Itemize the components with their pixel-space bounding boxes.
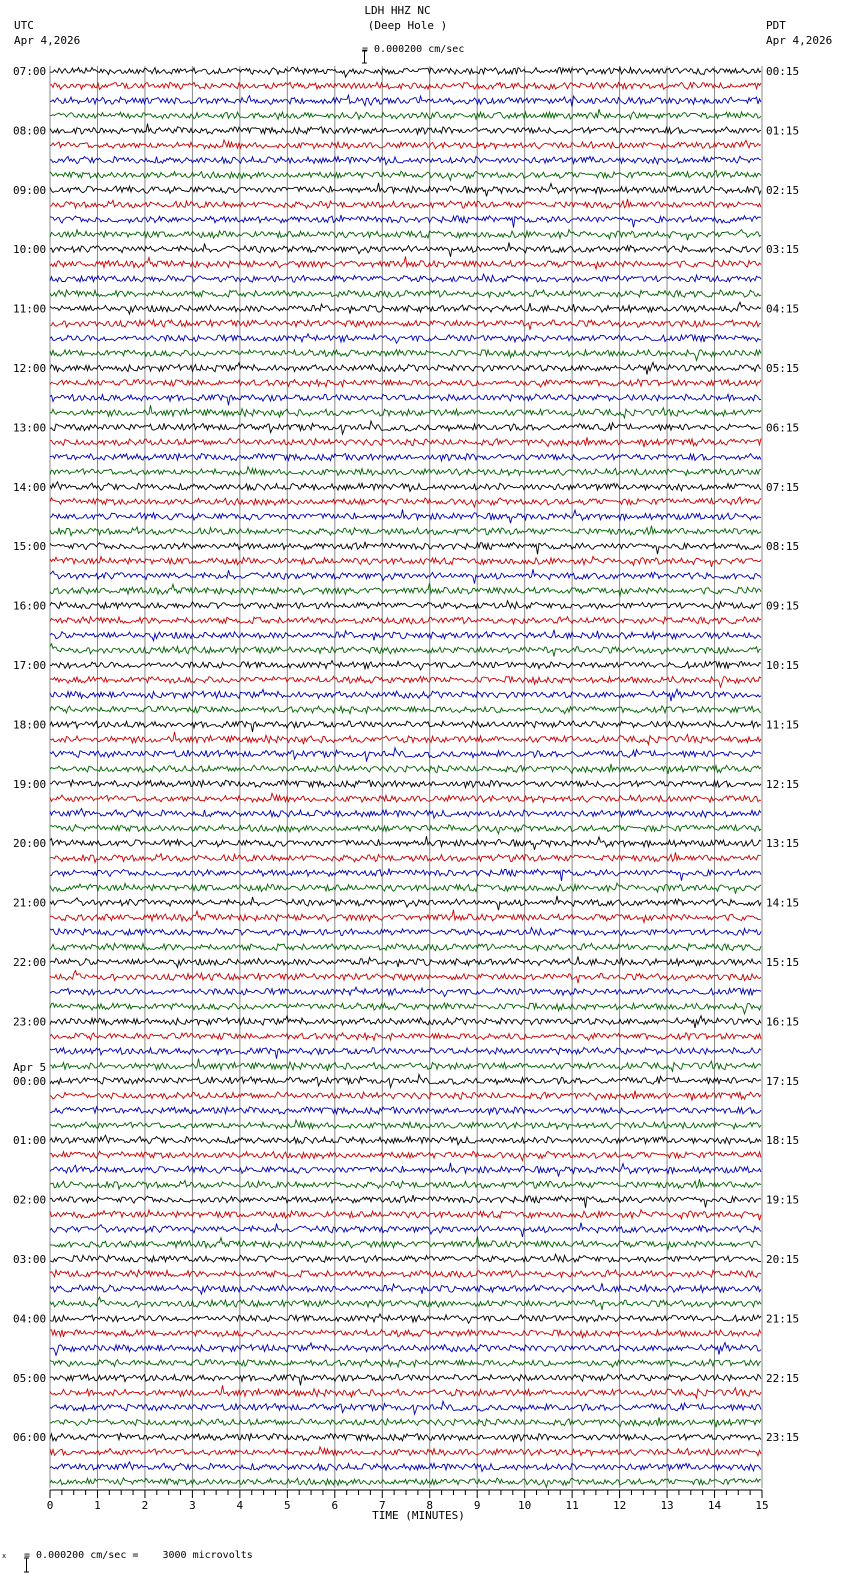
trace-line — [50, 1330, 761, 1338]
trace-line — [50, 257, 761, 270]
trace-line — [50, 1033, 761, 1041]
x-tick-label: 2 — [141, 1499, 149, 1512]
trace-line — [50, 883, 761, 894]
pdt-hour-label: 22:15 — [766, 1371, 800, 1385]
trace-group — [50, 67, 761, 1487]
x-tick-label: 13 — [660, 1499, 674, 1512]
trace-line — [50, 1107, 761, 1115]
trace-line — [50, 661, 761, 670]
trace-line — [50, 334, 761, 343]
trace-line — [50, 928, 761, 936]
utc-hour-label: 09:00 — [13, 183, 47, 197]
trace-line — [50, 320, 761, 330]
pdt-hour-label: 13:15 — [766, 837, 800, 851]
trace-line — [50, 1151, 761, 1160]
left-date: Apr 4,2026 — [14, 34, 81, 47]
x-tick-label: 10 — [518, 1499, 532, 1512]
trace-line — [50, 542, 761, 555]
trace-line — [50, 421, 761, 434]
x-tick-label: 4 — [236, 1499, 244, 1512]
trace-line — [50, 617, 761, 624]
trace-line — [50, 1401, 761, 1414]
utc-hour-label: 08:00 — [13, 124, 47, 138]
trace-line — [50, 290, 761, 297]
trace-line — [50, 1314, 761, 1323]
trace-line — [50, 1254, 761, 1262]
utc-hour-label: 03:00 — [13, 1253, 47, 1266]
pdt-hour-label: 16:15 — [766, 1015, 800, 1029]
x-tick-label: 12 — [612, 1499, 627, 1512]
pdt-hour-label: 17:15 — [766, 1074, 800, 1088]
trace-line — [50, 274, 761, 282]
trace-line — [50, 1059, 761, 1072]
trace-line — [50, 1223, 761, 1237]
pdt-hour-label: 09:15 — [766, 599, 800, 613]
trace-line — [50, 170, 761, 180]
pdt-hour-label: 03:15 — [766, 243, 800, 257]
trace-line — [50, 437, 761, 447]
footer-scale-icon — [10, 1545, 17, 1561]
utc-hour-label: 06:00 — [13, 1431, 47, 1445]
trace-line — [50, 109, 761, 119]
trace-line — [50, 243, 761, 257]
utc-hour-label: 14:00 — [13, 480, 47, 494]
pdt-hour-label: 00:15 — [766, 65, 800, 78]
trace-line — [50, 183, 761, 197]
utc-hour-label: 01:00 — [13, 1134, 47, 1148]
x-tick-label: 7 — [378, 1499, 386, 1512]
x-tick-label: 6 — [331, 1499, 339, 1512]
trace-line — [50, 497, 761, 507]
trace-line — [50, 1297, 761, 1310]
trace-line — [50, 482, 761, 492]
trace-line — [50, 689, 761, 701]
pdt-hour-label: 21:15 — [766, 1312, 800, 1326]
trace-line — [50, 379, 761, 387]
trace-line — [50, 405, 761, 418]
trace-line — [50, 1003, 761, 1014]
utc-hour-label: 15:00 — [13, 540, 47, 554]
trace-line — [50, 896, 761, 910]
trace-line — [50, 706, 761, 714]
pdt-hour-label: 05:15 — [766, 362, 800, 375]
utc-hour-label: 07:00 — [13, 65, 47, 78]
utc-hour-label: 00:00 — [13, 1074, 47, 1088]
trace-line — [50, 1434, 761, 1442]
footer-scale-text: = 0.000200 cm/sec = 3000 microvolts — [24, 1550, 253, 1561]
trace-line — [50, 630, 761, 641]
x-tick-label: 14 — [707, 1499, 722, 1512]
pdt-hour-label: 06:15 — [766, 421, 800, 435]
trace-line — [50, 1075, 761, 1088]
trace-line — [50, 1478, 761, 1487]
trace-line — [50, 82, 761, 89]
trace-line — [50, 362, 761, 374]
trace-line — [50, 1135, 761, 1145]
pdt-hour-label: 12:15 — [766, 777, 800, 791]
trace-line — [50, 910, 761, 923]
trace-line — [50, 1179, 761, 1189]
utc-hour-label: 02:00 — [13, 1193, 47, 1207]
trace-line — [50, 987, 761, 996]
pdt-hour-label: 10:15 — [766, 659, 800, 672]
trace-line — [50, 140, 761, 149]
trace-line — [50, 1210, 761, 1221]
location-subtitle: (Deep Hole ) — [367, 19, 448, 32]
trace-line — [50, 1374, 761, 1385]
trace-line — [50, 957, 761, 968]
trace-line — [50, 454, 761, 461]
trace-line — [50, 569, 761, 583]
trace-line — [50, 95, 761, 107]
trace-line — [50, 1343, 761, 1356]
trace-line — [50, 1462, 761, 1472]
trace-line — [50, 199, 761, 208]
trace-line — [50, 1417, 761, 1427]
trace-line — [50, 868, 761, 881]
pdt-hour-label: 14:15 — [766, 896, 800, 910]
utc-hour-label: 04:00 — [13, 1312, 47, 1326]
utc-hour-label: 05:00 — [13, 1371, 47, 1385]
utc-hour-label: 11:00 — [13, 302, 47, 316]
x-tick-label: 8 — [426, 1499, 434, 1512]
trace-line — [50, 721, 761, 732]
trace-line — [50, 836, 761, 850]
trace-line — [50, 1163, 761, 1177]
trace-line — [50, 230, 761, 241]
x-tick-label: 15 — [755, 1499, 769, 1512]
footer-scale-prefix: x — [2, 1552, 7, 1560]
trace-line — [50, 676, 761, 687]
trace-line — [50, 601, 761, 609]
right-date: Apr 4,2026 — [766, 34, 833, 47]
trace-line — [50, 1091, 761, 1101]
trace-line — [50, 302, 761, 314]
trace-line — [50, 394, 761, 405]
trace-line — [50, 644, 761, 657]
utc-hour-label: 19:00 — [13, 777, 47, 791]
x-tick-label: 9 — [473, 1499, 481, 1512]
utc-hour-label: 16:00 — [13, 599, 47, 613]
utc-hour-label: 10:00 — [13, 243, 47, 257]
pdt-hour-label: 23:15 — [766, 1431, 800, 1445]
trace-line — [50, 852, 761, 862]
trace-line — [50, 156, 761, 164]
utc-hour-label: 20:00 — [13, 837, 47, 851]
x-tick-label: 1 — [94, 1499, 101, 1512]
pdt-hour-label: 11:15 — [766, 718, 800, 732]
date-change-label: Apr 5 — [13, 1060, 47, 1074]
trace-line — [50, 1048, 761, 1059]
x-tick-label: 0 — [46, 1499, 54, 1512]
trace-line — [50, 809, 761, 819]
x-tick-label: 3 — [189, 1499, 196, 1512]
trace-line — [50, 780, 761, 788]
trace-line — [50, 1385, 761, 1398]
trace-line — [50, 215, 761, 228]
utc-hour-label: 22:00 — [13, 956, 47, 969]
trace-line — [50, 793, 761, 802]
pdt-hour-label: 02:15 — [766, 183, 800, 197]
right-timezone: PDT — [766, 19, 786, 32]
pdt-hour-label: 07:15 — [766, 480, 800, 494]
trace-line — [50, 1447, 761, 1456]
trace-line — [50, 510, 761, 524]
scale-text: = 0.000200 cm/sec — [362, 44, 465, 55]
pdt-hour-label: 04:15 — [766, 302, 800, 316]
trace-line — [50, 583, 761, 596]
utc-hour-label: 21:00 — [13, 896, 47, 910]
trace-line — [50, 825, 761, 834]
station-title: LDH HHZ NC — [364, 4, 431, 17]
pdt-hour-label: 18:15 — [766, 1134, 800, 1148]
trace-line — [50, 67, 761, 77]
trace-line — [50, 732, 761, 745]
pdt-hour-label: 01:15 — [766, 124, 800, 138]
trace-line — [50, 1359, 761, 1367]
trace-line — [50, 748, 761, 761]
trace-line — [50, 1237, 761, 1250]
pdt-hour-label: 20:15 — [766, 1253, 800, 1266]
trace-line — [50, 467, 761, 476]
x-tick-label: 5 — [284, 1499, 291, 1512]
trace-line — [50, 971, 761, 984]
x-tick-label: 11 — [565, 1499, 579, 1512]
trace-line — [50, 943, 761, 950]
x-axis-title: TIME (MINUTES) — [372, 1509, 465, 1522]
trace-line — [50, 1016, 761, 1028]
trace-line — [50, 350, 761, 361]
utc-hour-label: 17:00 — [13, 659, 47, 672]
utc-hour-label: 23:00 — [13, 1015, 47, 1029]
utc-hour-label: 13:00 — [13, 421, 47, 435]
trace-line — [50, 526, 761, 536]
trace-line — [50, 764, 761, 774]
trace-line — [50, 556, 761, 567]
trace-line — [50, 1270, 761, 1277]
trace-line — [50, 1195, 761, 1208]
trace-line — [50, 124, 761, 135]
trace-line — [50, 1283, 761, 1294]
trace-line — [50, 1120, 761, 1129]
pdt-hour-label: 15:15 — [766, 956, 800, 969]
utc-hour-label: 12:00 — [13, 362, 47, 375]
left-timezone: UTC — [14, 19, 34, 32]
pdt-hour-label: 19:15 — [766, 1193, 800, 1207]
pdt-hour-label: 08:15 — [766, 540, 800, 554]
utc-hour-label: 18:00 — [13, 718, 47, 732]
